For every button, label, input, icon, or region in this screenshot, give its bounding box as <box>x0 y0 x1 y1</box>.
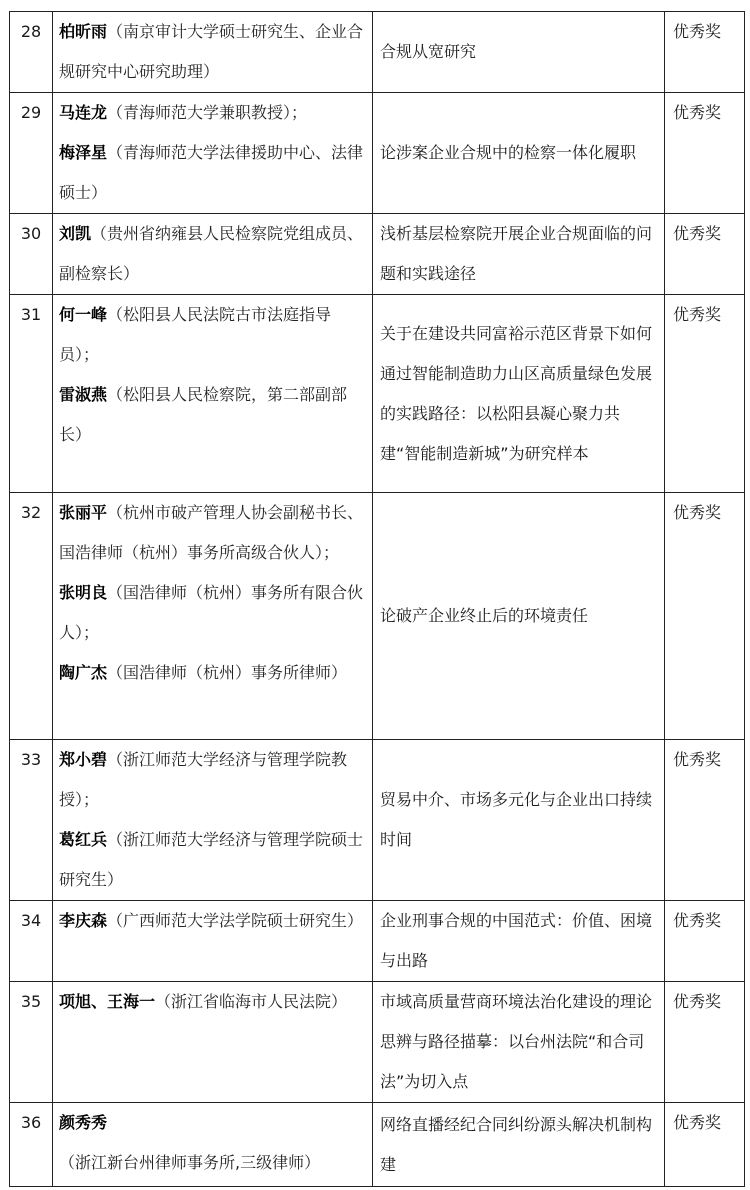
author-name: 张丽平 <box>59 503 108 522</box>
row-number: 28 <box>10 12 53 93</box>
author-entry <box>59 820 368 900</box>
author-entry <box>59 653 368 693</box>
row-number: 31 <box>10 295 53 493</box>
author-affiliation: （青海师范大学法律援助中心、法律硕士） <box>59 143 364 202</box>
row-number: 33 <box>10 740 53 901</box>
author-name: 郑小碧 <box>59 750 108 769</box>
authors-cell <box>53 901 373 982</box>
author-affiliation: （青海师范大学兼职教授）； <box>107 103 308 122</box>
author-affiliation: （贵州省纳雍县人民检察院党组成员、副检察长） <box>59 224 364 283</box>
row-number: 32 <box>10 493 53 740</box>
paper-title: 浅析基层检察院开展企业合规面临的问题和实践途径 <box>380 224 653 283</box>
row-number: 34 <box>10 901 53 982</box>
award-cell: 优秀奖 <box>665 740 745 901</box>
author-name: 项旭、王海一 <box>59 992 156 1011</box>
paper-title-cell <box>373 493 665 740</box>
paper-title: 论破产企业终止后的环境责任 <box>380 606 589 625</box>
row-number: 30 <box>10 214 53 295</box>
paper-title: 市域高质量营商环境法治化建设的理论思辨与路径描摹：以台州法院“和合司法”为切入点 <box>380 992 653 1091</box>
paper-title-cell <box>373 1103 665 1187</box>
table-row <box>10 740 745 901</box>
author-entry <box>59 901 368 941</box>
paper-title: 贸易中介、市场多元化与企业出口持续时间 <box>380 790 653 849</box>
paper-title: 关于在建设共同富裕示范区背景下如何通过智能制造助力山区高质量绿色发展的实践路径：以松阳县凝心聚力共建“智能制造新城”为研究样本 <box>380 323 653 463</box>
table-row <box>10 12 745 93</box>
author-entry <box>59 740 368 820</box>
authors-cell <box>53 295 373 493</box>
paper-title: 网络直播经纪合同纠纷源头解决机制构建 <box>380 1114 653 1174</box>
author-entry <box>59 1103 368 1183</box>
author-entry <box>59 982 368 1022</box>
paper-title: 企业刑事合规的中国范式：价值、困境与出路 <box>380 911 653 970</box>
author-affiliation: （国浩律师（杭州）事务所律师） <box>107 663 348 682</box>
authors-cell <box>53 740 373 901</box>
author-affiliation: （浙江师范大学经济与管理学院教授）； <box>59 750 348 809</box>
author-affiliation: （杭州市破产管理人协会副秘书长、国浩律师（杭州）事务所高级合伙人）； <box>59 503 364 562</box>
author-name: 葛红兵 <box>59 830 108 849</box>
row-number: 29 <box>10 93 53 214</box>
award-cell: 优秀奖 <box>665 12 745 93</box>
author-affiliation: （浙江师范大学经济与管理学院硕士研究生） <box>59 830 364 889</box>
award-cell: 优秀奖 <box>665 982 745 1103</box>
table-row <box>10 93 745 214</box>
paper-title-cell <box>373 93 665 214</box>
author-entry <box>59 12 368 92</box>
paper-title-cell <box>373 12 665 93</box>
authors-cell <box>53 1103 373 1187</box>
award-cell: 优秀奖 <box>665 295 745 493</box>
authors-cell <box>53 214 373 295</box>
author-affiliation: （广西师范大学法学院硕士研究生） <box>107 911 364 930</box>
author-affiliation: （国浩律师（杭州）事务所有限合伙人）； <box>59 583 364 642</box>
author-entry <box>59 214 368 294</box>
paper-title-cell <box>373 982 665 1103</box>
table-row <box>10 1103 745 1187</box>
table-row <box>10 493 745 740</box>
table-row <box>10 901 745 982</box>
author-affiliation: （南京审计大学硕士研究生、企业合规研究中心研究助理） <box>59 22 364 81</box>
author-name: 刘凯 <box>59 224 92 243</box>
authors-cell <box>53 982 373 1103</box>
table-row <box>10 295 745 493</box>
row-number: 36 <box>10 1103 53 1187</box>
award-cell: 优秀奖 <box>665 493 745 740</box>
paper-title-cell <box>373 740 665 901</box>
author-name: 张明良 <box>59 583 108 602</box>
author-entry <box>59 93 368 133</box>
author-entry <box>59 375 368 455</box>
paper-title: 合规从宽研究 <box>380 42 477 61</box>
author-affiliation: （浙江省临海市人民法院） <box>155 992 348 1011</box>
authors-cell <box>53 93 373 214</box>
author-name: 颜秀秀 <box>59 1113 108 1132</box>
award-table <box>9 11 745 1187</box>
row-number: 35 <box>10 982 53 1103</box>
author-name: 梅泽星 <box>59 143 108 162</box>
award-cell: 优秀奖 <box>665 214 745 295</box>
authors-cell <box>53 493 373 740</box>
paper-title-cell <box>373 295 665 493</box>
authors-cell <box>53 12 373 93</box>
author-entry <box>59 133 368 213</box>
award-cell: 优秀奖 <box>665 1103 745 1187</box>
author-entry <box>59 493 368 573</box>
author-affiliation: （松阳县人民法院古市法庭指导员）； <box>59 305 332 364</box>
paper-title-cell <box>373 214 665 295</box>
author-affiliation: （松阳县人民检察院，第二部副部长） <box>59 385 348 444</box>
award-cell: 优秀奖 <box>665 901 745 982</box>
author-name: 陶广杰 <box>59 663 108 682</box>
author-name: 马连龙 <box>59 103 108 122</box>
paper-title: 论涉案企业合规中的检察一体化履职 <box>380 143 637 162</box>
author-name: 何一峰 <box>59 305 108 324</box>
table-row <box>10 982 745 1103</box>
author-entry <box>59 295 368 375</box>
author-entry <box>59 573 368 653</box>
award-rows <box>10 12 745 1187</box>
author-name: 柏昕雨 <box>59 22 108 41</box>
author-affiliation: （浙江新台州律师事务所,三级律师） <box>59 1153 321 1172</box>
author-name: 李庆森 <box>59 911 108 930</box>
paper-title-cell <box>373 901 665 982</box>
table-row <box>10 214 745 295</box>
award-cell: 优秀奖 <box>665 93 745 214</box>
author-name: 雷淑燕 <box>59 385 108 404</box>
